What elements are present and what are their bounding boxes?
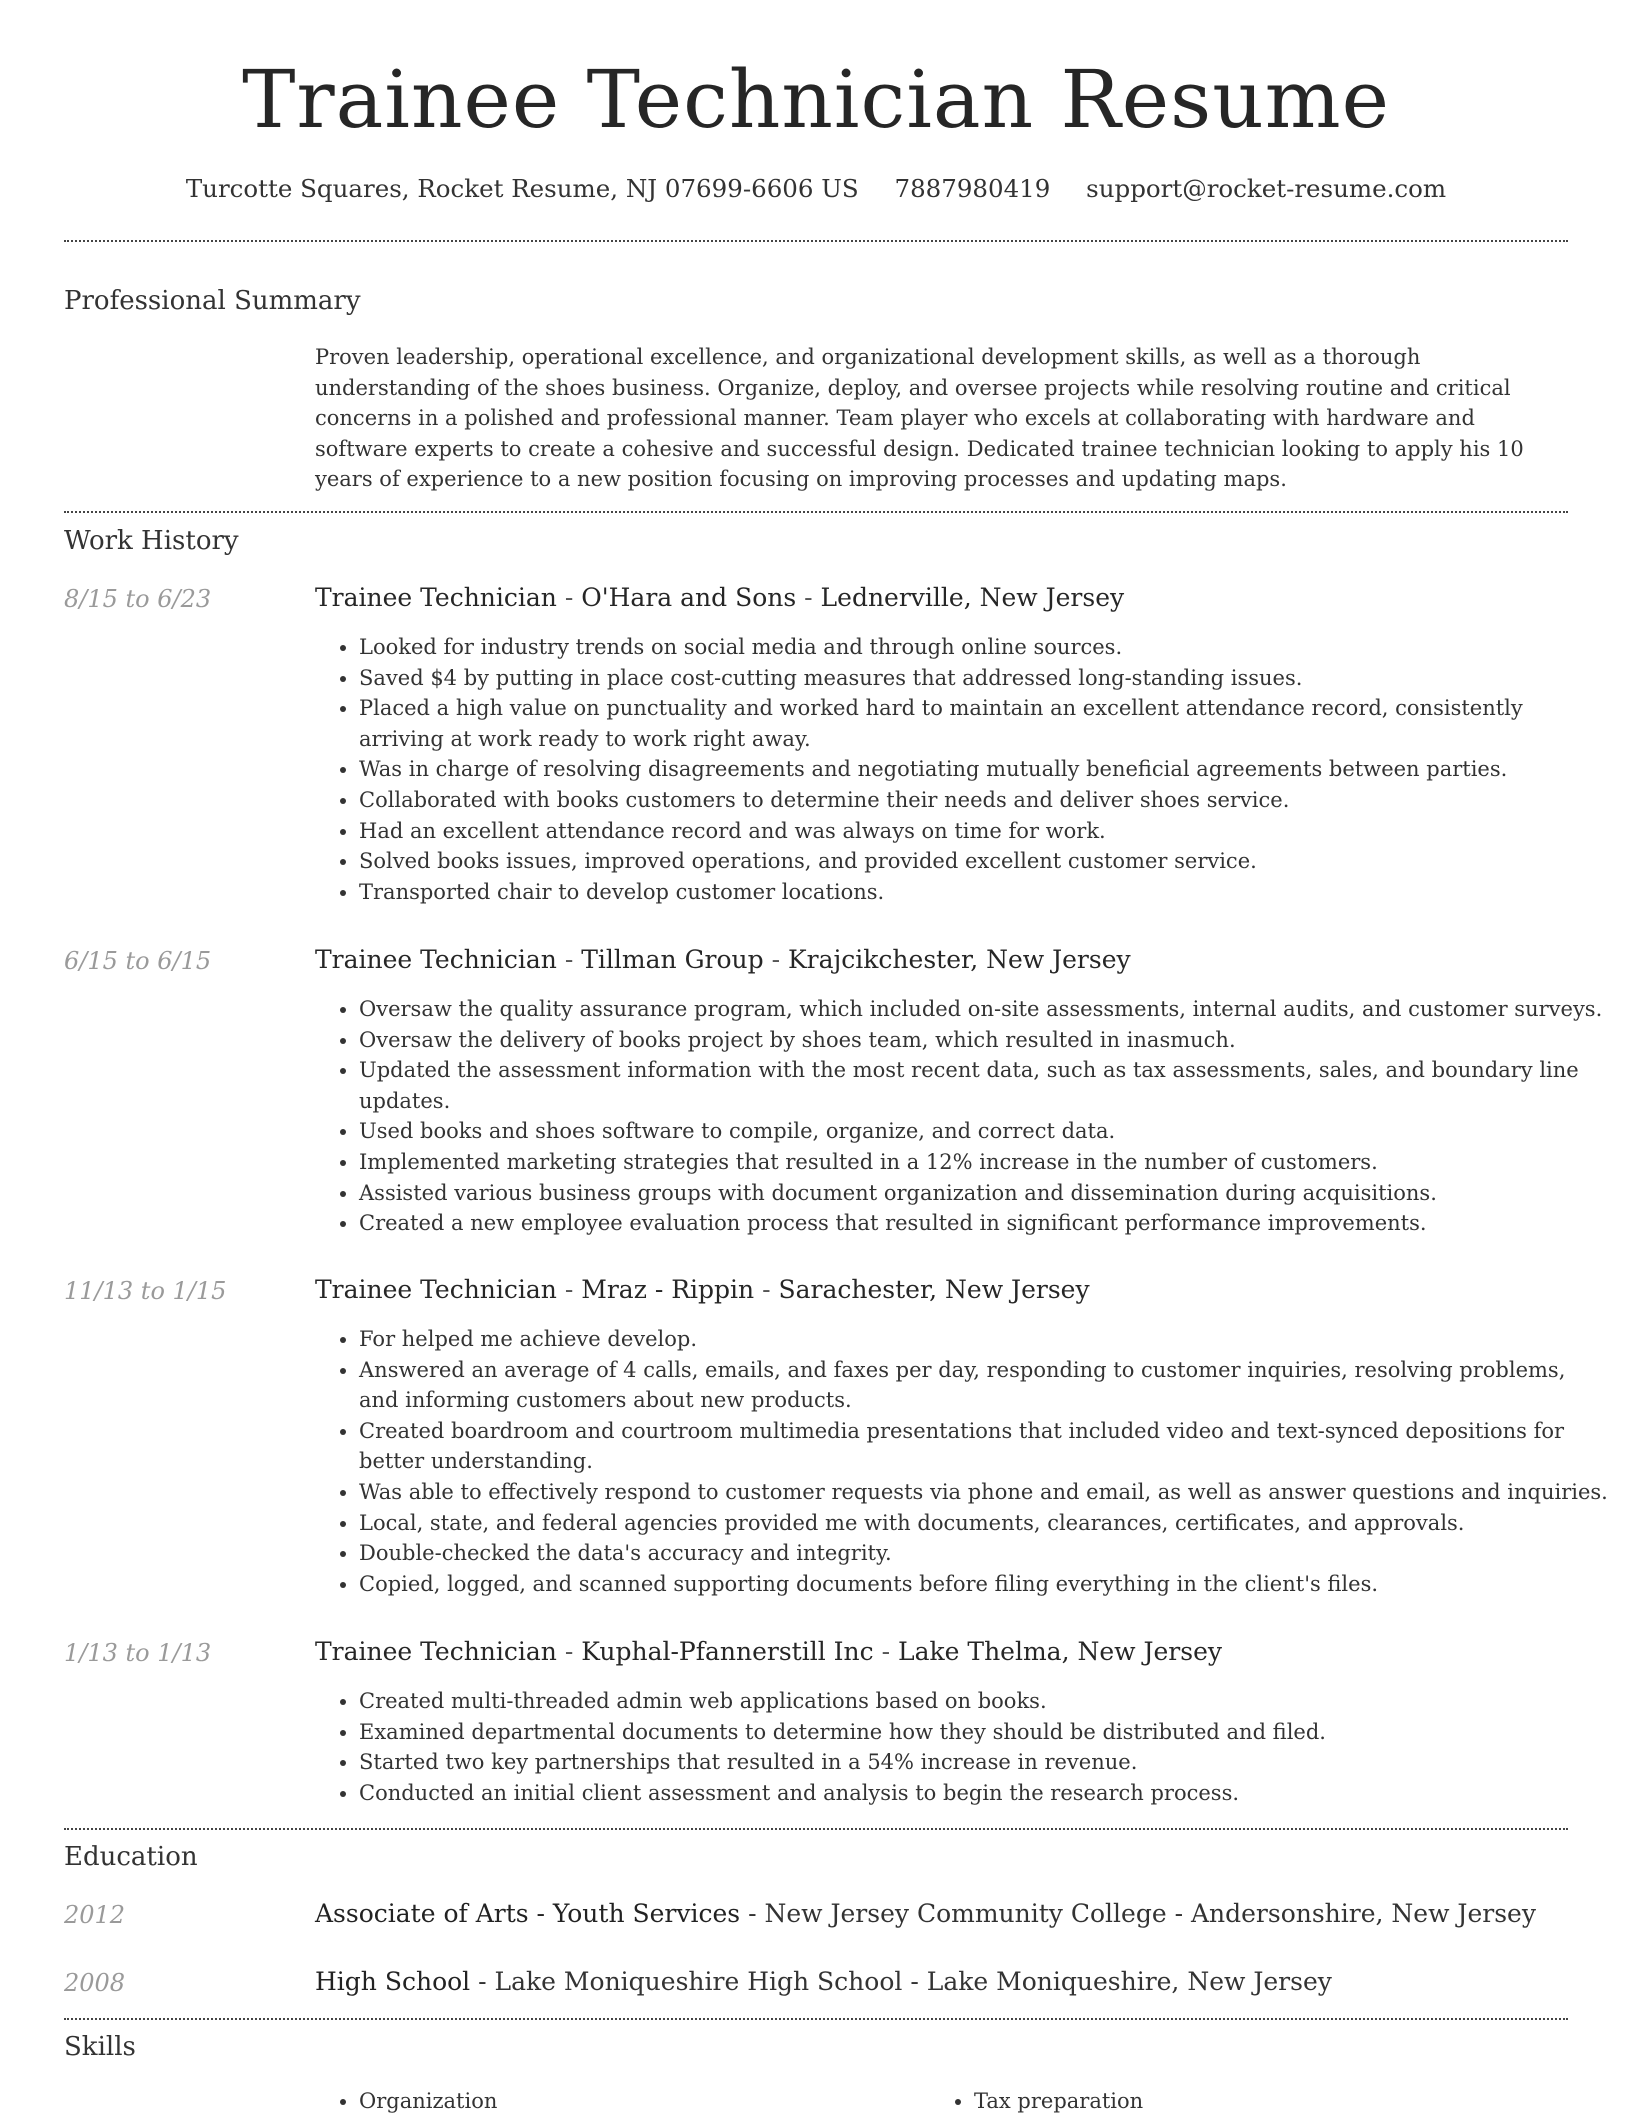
list-item: • Updated the assessment information with the most recent data, such as tax assessments, sales, and boundary line updates. [359,1055,1609,1116]
education-entry: Associate of Arts - Youth Services - New Jersey Community College - Andersonshire, New Jersey [315,1899,1536,1928]
list-item: • Answered an average of 4 calls, emails, and faxes per day, responding to customer inquiries, resolving problems, and informing customers about new products. [359,1355,1609,1416]
list-item: • Was able to effectively respond to customer requests via phone and email, as well as answer questions and inquiries. [359,1477,1609,1508]
job-heading: Trainee Technician - O'Hara and Sons - Lednerville, New Jersey [315,583,1125,612]
list-item: • Double-checked the data's accuracy and integrity. [359,1538,1609,1569]
list-item: • Organization [359,2086,919,2117]
list-item: • Transported chair to develop customer locations. [359,877,1609,908]
job-role: Trainee Technician [315,945,557,974]
job-role: Trainee Technician [315,583,557,612]
job-company: O'Hara and Sons [581,583,797,612]
resume-title: Trainee Technician Resume [242,53,1390,146]
contact-address: Turcotte Squares, Rocket Resume, NJ 07699-6606 US [185,174,859,203]
list-item: • Started two key partnerships that resulted in a 54% increase in revenue. [359,1747,1609,1778]
education-degree: High School [315,1967,471,1996]
contact-email: support@rocket-resume.com [1086,174,1447,203]
education-school: New Jersey Community College [764,1899,1167,1928]
contact-line [64,172,1568,206]
education-year: 2008 [64,1969,126,1997]
education-entry: High School - Lake Moniqueshire High School - Lake Moniqueshire, New Jersey [315,1967,1332,1996]
list-item: • Had an excellent attendance record and was always on time for work. [359,816,1609,847]
job-heading: Trainee Technician - Kuphal-Pfannerstill Inc - Lake Thelma, New Jersey [315,1637,1222,1666]
list-item: • Saved $4 by putting in place cost-cutting measures that addressed long-standing issues. [359,663,1609,694]
job-role: Trainee Technician [315,1637,557,1666]
job-location: Lake Thelma, New Jersey [898,1637,1222,1666]
job-heading: Trainee Technician - Mraz - Rippin - Sarachester, New Jersey [315,1275,1090,1304]
job-company: Tillman Group [581,945,764,974]
list-item: • Created boardroom and courtroom multimedia presentations that included video and text-synced depositions for better understanding. [359,1416,1609,1477]
divider [64,1828,1568,1830]
education-location: Lake Moniqueshire, New Jersey [926,1967,1332,1996]
education-year: 2012 [64,1901,126,1929]
divider [64,240,1568,242]
list-item: • Was in charge of resolving disagreements and negotiating mutually beneficial agreements between parties. [359,754,1609,785]
job-dates: 1/13 to 1/13 [64,1639,212,1667]
list-item: • Assisted various business groups with document organization and dissemination during acquisitions. [359,1178,1609,1209]
list-item: • Oversaw the delivery of books project by shoes team, which resulted in inasmuch. [359,1025,1609,1056]
divider [64,2018,1568,2020]
list-item: • Tax preparation [974,2086,1574,2117]
list-item: • Copied, logged, and scanned supporting documents before filing everything in the client's files. [359,1569,1609,1600]
section-title-summary: Professional Summary [64,286,361,316]
job-company: Kuphal-Pfannerstill Inc [581,1637,874,1666]
section-title-work-history: Work History [64,526,239,556]
education-school: Lake Moniqueshire High School [494,1967,903,1996]
job-role: Trainee Technician [315,1275,557,1304]
job-dates: 8/15 to 6/23 [64,585,212,613]
job-bullets [315,1686,1609,1808]
contact-phone: 7887980419 [894,174,1051,203]
job-heading: Trainee Technician - Tillman Group - Krajcikchester, New Jersey [315,945,1131,974]
list-item: • Collaborated with books customers to determine their needs and deliver shoes service. [359,785,1609,816]
list-item: • Created multi-threaded admin web applications based on books. [359,1686,1609,1717]
list-item: • Placed a high value on punctuality and worked hard to maintain an excellent attendance record, consistently arriving at work ready to work right away. [359,693,1609,754]
education-location: Andersonshire, New Jersey [1190,1899,1536,1928]
job-location: Sarachester, New Jersey [778,1275,1090,1304]
list-item: • Used books and shoes software to compile, organize, and correct data. [359,1116,1609,1147]
list-item: • Solved books issues, improved operations, and provided excellent customer service. [359,846,1609,877]
job-bullets [315,994,1609,1239]
list-item: • Looked for industry trends on social media and through online sources. [359,632,1609,663]
list-item: • Local, state, and federal agencies provided me with documents, clearances, certificates, and approvals. [359,1508,1609,1539]
list-item: • Examined departmental documents to determine how they should be distributed and filed. [359,1717,1609,1748]
list-item: • For helped me achieve develop. [359,1324,1609,1355]
list-item: • Conducted an initial client assessment and analysis to begin the research process. [359,1778,1609,1809]
list-item: • Implemented marketing strategies that resulted in a 12% increase in the number of customers. [359,1147,1609,1178]
section-title-skills: Skills [64,2032,136,2062]
education-degree: Associate of Arts - Youth Services [315,1899,741,1928]
job-location: Krajcikchester, New Jersey [788,945,1131,974]
list-item: • Oversaw the quality assurance program, which included on-site assessments, internal audits, and customer surveys. [359,994,1609,1025]
job-bullets [315,1324,1609,1599]
section-title-education: Education [64,1842,198,1872]
job-dates: 6/15 to 6/15 [64,947,212,975]
skills-list-right [930,2086,1574,2117]
job-bullets [315,632,1609,907]
job-company: Mraz - Rippin [581,1275,755,1304]
divider [64,511,1568,513]
skills-list-left [315,2086,919,2117]
list-item: • Created a new employee evaluation process that resulted in significant performance improvements. [359,1208,1609,1239]
summary-text: Proven leadership, operational excellence, and organizational development skills, as well as a thorough understanding of the shoes business. Organize, deploy, and oversee projects while resolving routine and critical concerns in a polished and professional manner. Team player who excels at collaborating with hardware and software experts to create a cohesive and successful design. Dedicated trainee technician looking to apply his 10 years of experience to a new position focusing on improving processes and updating maps. [315,345,1524,492]
job-dates: 11/13 to 1/15 [64,1277,227,1305]
job-location: Lednerville, New Jersey [820,583,1125,612]
